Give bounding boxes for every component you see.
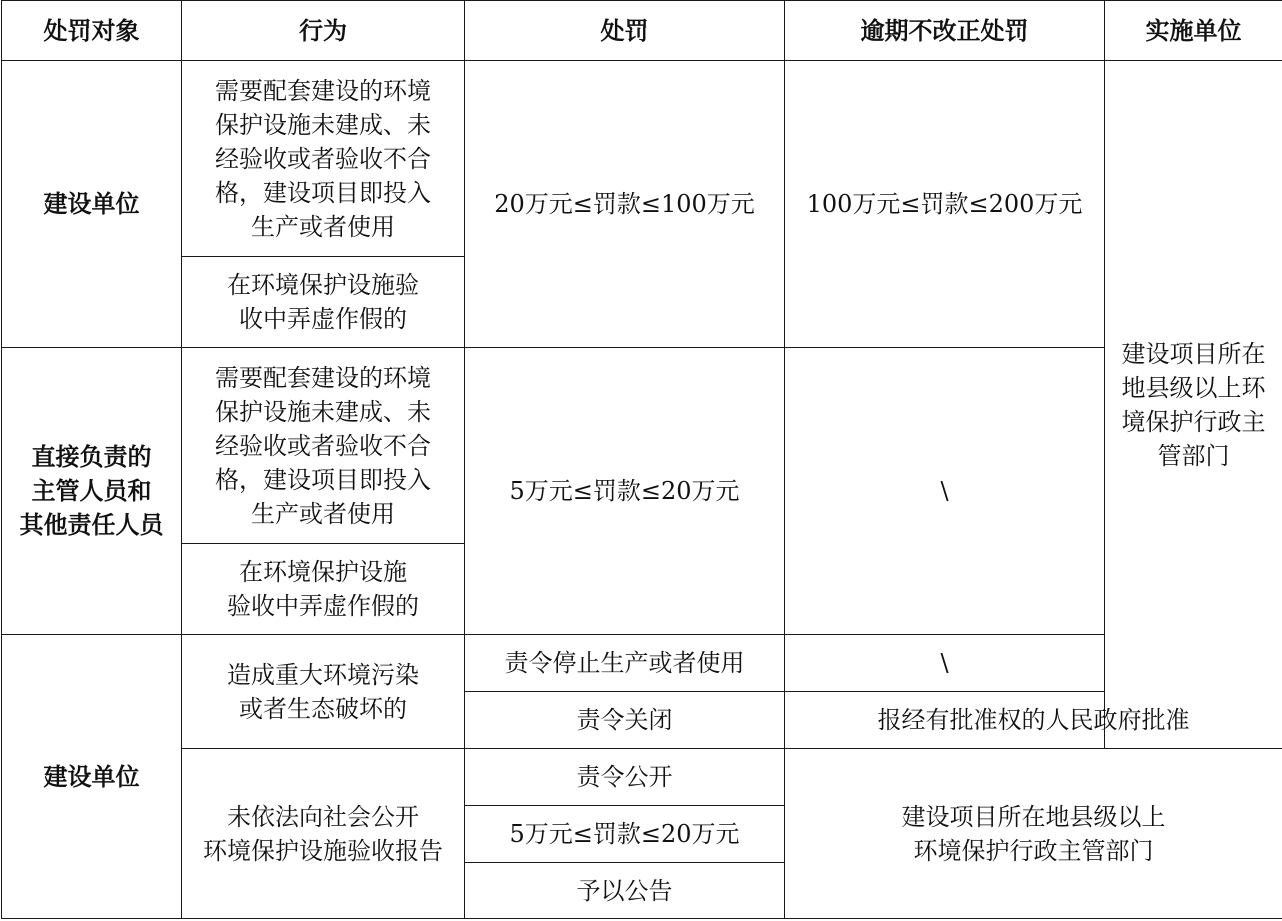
approval-note-cell: 报经有批准权的人民政府批准 bbox=[785, 692, 1282, 749]
table-row bbox=[2, 749, 1282, 806]
overdue-penalty-cell: \ bbox=[785, 635, 1105, 692]
subject-construction-unit: 建设单位 bbox=[2, 61, 182, 348]
behavior-cell: 需要配套建设的环境 保护设施未建成、未 经验收或者验收不合 格，建设项目即投入 生产或者使用 bbox=[182, 61, 465, 257]
header-overdue-penalty: 逾期不改正处罚 bbox=[785, 1, 1105, 61]
header-subject: 处罚对象 bbox=[2, 1, 182, 61]
behavior-cell: 需要配套建设的环境 保护设施未建成、未 经验收或者验收不合 格，建设项目即投入 生产或者使用 bbox=[182, 348, 465, 544]
penalty-cell: 责令关闭 bbox=[465, 692, 785, 749]
overdue-penalty-cell: \ bbox=[785, 348, 1105, 635]
penalty-cell: 20万元≤罚款≤100万元 bbox=[465, 61, 785, 348]
header-implementing-unit: 实施单位 bbox=[1105, 1, 1282, 61]
header-behavior: 行为 bbox=[182, 1, 465, 61]
subject-responsible-persons: 直接负责的 主管人员和 其他责任人员 bbox=[2, 348, 182, 635]
penalty-cell: 5万元≤罚款≤20万元 bbox=[465, 806, 785, 863]
behavior-cell: 造成重大环境污染 或者生态破坏的 bbox=[182, 635, 465, 749]
overdue-penalty-cell: 100万元≤罚款≤200万元 bbox=[785, 61, 1105, 348]
header-row bbox=[2, 1, 1282, 61]
penalty-cell: 责令停止生产或者使用 bbox=[465, 635, 785, 692]
table-row bbox=[2, 348, 1282, 544]
table-row bbox=[2, 61, 1282, 257]
implementing-unit-cell: 建设项目所在地县级以上 环境保护行政主管部门 bbox=[785, 749, 1282, 919]
table-row bbox=[2, 635, 1282, 692]
behavior-cell: 未依法向社会公开 环境保护设施验收报告 bbox=[182, 749, 465, 919]
header-penalty: 处罚 bbox=[465, 1, 785, 61]
penalty-cell: 予以公告 bbox=[465, 863, 785, 919]
penalty-cell: 责令公开 bbox=[465, 749, 785, 806]
penalty-cell: 5万元≤罚款≤20万元 bbox=[465, 348, 785, 635]
implementing-unit-cell: 建设项目所在 地县级以上环 境保护行政主 管部门 bbox=[1105, 61, 1282, 749]
behavior-cell: 在环境保护设施 验收中弄虚作假的 bbox=[182, 544, 465, 635]
penalty-table bbox=[1, 0, 1282, 919]
behavior-cell: 在环境保护设施验 收中弄虚作假的 bbox=[182, 257, 465, 348]
subject-construction-unit: 建设单位 bbox=[2, 635, 182, 919]
